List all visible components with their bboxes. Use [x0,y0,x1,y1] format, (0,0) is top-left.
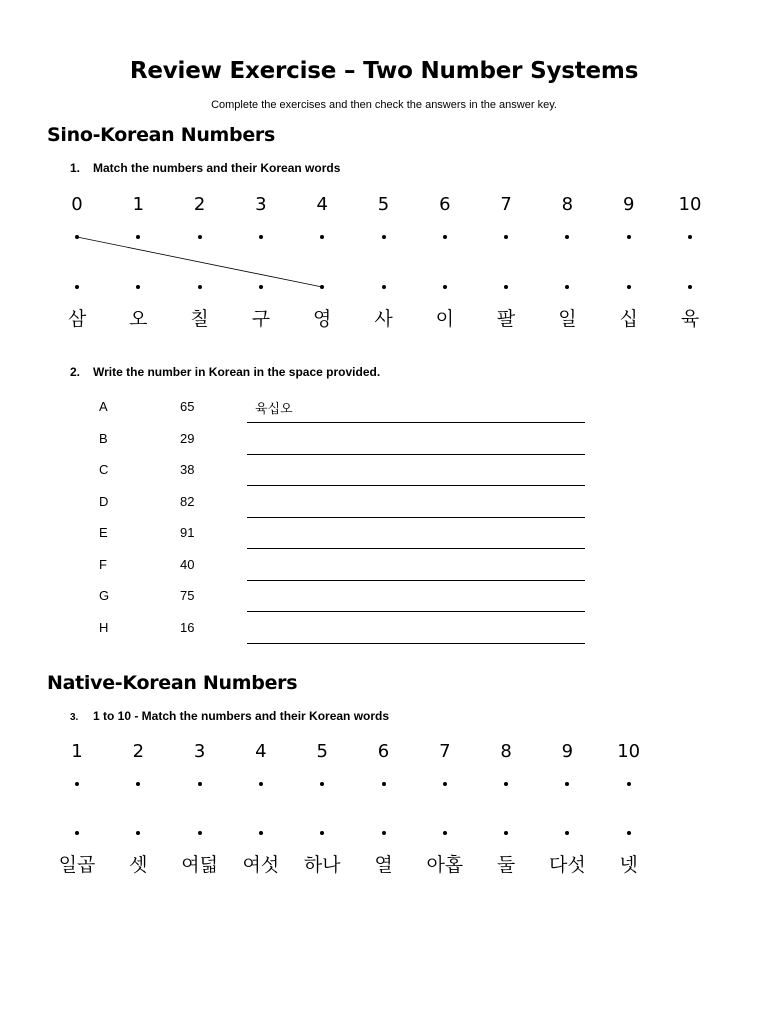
ex1-number-8: 8 [561,194,574,215]
ex1-word-6: 이 [435,308,454,330]
ex1-top-dot-0[interactable] [75,235,79,239]
ex1-top-dot-2[interactable] [198,235,202,239]
exercise-1-instruction [70,161,340,175]
ex1-bottom-dot-9[interactable] [627,285,631,289]
exercise-2-number: 2. [70,365,81,379]
answer-line[interactable] [247,454,585,455]
answer-row-letter: H [99,619,109,635]
answer-line[interactable] [247,422,585,423]
ex1-bottom-dot-6[interactable] [443,285,447,289]
ex1-bottom-dot-1[interactable] [136,285,140,289]
exercise-3-number: 3. [70,712,79,723]
answer-row-number: 91 [180,525,195,540]
answer-line[interactable] [247,517,585,518]
answer-row-letter: C [99,462,109,477]
ex1-top-dot-10[interactable] [688,235,692,239]
answer-row-letter: D [99,493,109,509]
ex3-number-8: 9 [561,741,574,762]
ex3-bottom-dot-0[interactable] [75,831,79,835]
ex1-top-dot-9[interactable] [627,235,631,239]
ex3-word-0: 일곱 [58,854,96,876]
answer-row-letter: B [99,430,108,446]
ex1-bottom-dot-2[interactable] [198,285,202,289]
ex3-top-dot-3[interactable] [259,782,263,786]
ex3-word-2: 여덟 [181,854,218,876]
answer-row-letter: E [99,525,108,540]
ex1-bottom-dot-5[interactable] [382,285,386,289]
ex1-top-dot-1[interactable] [136,235,140,239]
answer-row-number: 75 [180,588,195,603]
ex3-bottom-dot-7[interactable] [504,831,508,835]
ex3-number-6: 7 [439,741,451,762]
ex1-number-2: 2 [193,194,206,215]
ex1-top-dot-4[interactable] [320,235,324,239]
ex3-bottom-dot-3[interactable] [259,831,263,835]
answer-row-letter: G [99,588,110,603]
ex1-top-dot-6[interactable] [443,235,447,239]
page-subtitle: Complete the exercises and then check the answers in the answer key. [211,99,557,111]
ex3-top-dot-5[interactable] [382,782,386,786]
ex3-number-7: 8 [500,741,512,762]
answer-row-number: 29 [180,430,195,446]
ex1-top-dot-8[interactable] [565,235,569,239]
ex3-bottom-dot-9[interactable] [627,831,631,835]
ex1-number-9: 9 [622,194,635,215]
page-title: Review Exercise – Two Number Systems [129,58,639,84]
answer-row-letter: A [99,399,108,414]
ex3-top-dot-0[interactable] [75,782,79,786]
ex1-number-10: 10 [678,194,702,215]
ex1-number-5: 5 [377,194,390,215]
answer-line[interactable] [247,580,585,581]
answer-row-letter: F [99,556,107,572]
exercise-2-text: Write the number in Korean in the space provided. [93,365,381,379]
ex1-number-4: 4 [316,194,328,215]
ex1-bottom-dot-3[interactable] [259,285,263,289]
ex3-number-9: 10 [617,741,641,762]
ex1-bottom-dot-4[interactable] [320,285,324,289]
ex3-number-4: 5 [316,741,328,762]
sino-heading: Sino-Korean Numbers [47,124,276,146]
ex1-top-dot-7[interactable] [504,235,508,239]
ex3-top-dot-8[interactable] [565,782,569,786]
ex1-bottom-dot-8[interactable] [565,285,569,289]
ex1-number-6: 6 [439,194,451,215]
ex3-top-dot-4[interactable] [320,782,324,786]
ex1-bottom-dot-7[interactable] [504,285,508,289]
ex1-number-0: 0 [71,194,83,215]
ex3-number-0: 1 [71,741,83,762]
ex3-top-dot-2[interactable] [198,782,202,786]
ex3-word-1: 셋 [129,854,148,876]
ex3-word-9: 넷 [619,854,638,876]
ex1-number-7: 7 [500,194,512,215]
answer-row-number: 38 [180,462,195,477]
ex1-word-2: 칠 [190,308,209,330]
ex3-word-3: 여섯 [242,854,280,876]
answer-line[interactable] [247,643,585,644]
ex3-word-6: 아홉 [426,854,464,876]
ex1-number-1: 1 [132,194,145,215]
ex1-word-8: 일 [558,308,577,330]
answer-row-number: 65 [180,399,195,414]
ex3-number-5: 6 [377,741,390,762]
ex3-top-dot-6[interactable] [443,782,447,786]
ex1-word-9: 십 [619,308,638,330]
exercise-3-text: 1 to 10 - Match the numbers and their Korean words [93,709,390,723]
answer-field-text[interactable]: 육십오 [255,402,293,417]
ex3-bottom-dot-5[interactable] [382,831,386,835]
ex1-word-0: 삼 [67,308,87,330]
ex1-word-5: 사 [374,308,393,330]
ex3-word-5: 열 [374,854,393,876]
answer-row-number: 16 [180,619,195,635]
exercise-1-number: 1. [70,161,81,175]
ex3-top-dot-9[interactable] [627,782,631,786]
ex3-bottom-dot-4[interactable] [320,831,324,835]
ex1-number-3: 3 [255,194,267,215]
ex1-word-1: 오 [129,308,148,330]
answer-row-number: 40 [180,556,195,572]
exercise-2-instruction [70,365,380,379]
ex3-word-8: 다섯 [549,854,586,876]
ex3-word-7: 둘 [496,854,516,876]
ex3-bottom-dot-1[interactable] [136,831,140,835]
ex1-top-dot-5[interactable] [382,235,386,239]
ex1-bottom-dot-0[interactable] [75,285,79,289]
ex3-top-dot-7[interactable] [504,782,508,786]
ex3-bottom-dot-8[interactable] [565,831,569,835]
ex3-top-dot-1[interactable] [136,782,140,786]
ex1-word-10: 육 [680,308,700,330]
answer-row-number: 82 [180,493,195,509]
answer-line[interactable] [247,611,585,612]
exercise-1-text: Match the numbers and their Korean words [93,161,341,175]
ex3-bottom-dot-6[interactable] [443,831,447,835]
exercise-3-instruction [70,709,389,723]
ex3-number-3: 4 [255,741,267,762]
answer-line[interactable] [247,548,585,549]
ex3-number-2: 3 [193,741,206,762]
ex3-number-1: 2 [132,741,145,762]
ex1-word-4: 영 [313,308,332,330]
ex3-bottom-dot-2[interactable] [198,831,202,835]
answer-line[interactable] [247,485,585,486]
ex1-word-7: 팔 [496,308,516,330]
native-heading: Native-Korean Numbers [47,672,298,694]
ex3-word-4: 하나 [303,854,341,876]
ex1-word-3: 구 [251,308,271,330]
ex1-bottom-dot-10[interactable] [688,285,692,289]
ex1-top-dot-3[interactable] [259,235,263,239]
